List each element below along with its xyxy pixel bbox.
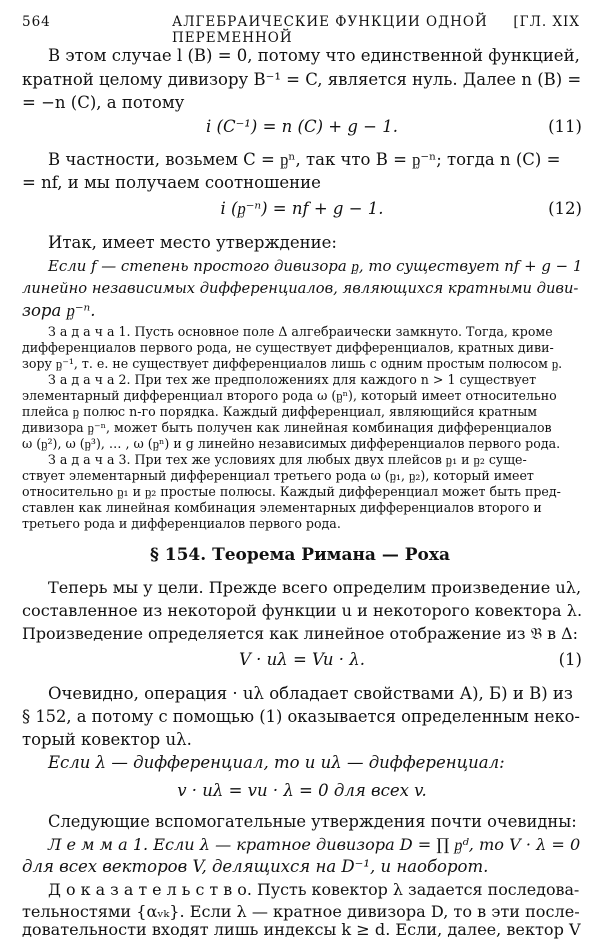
running-title: АЛГЕБРАИЧЕСКИЕ ФУНКЦИИ ОДНОЙ ПЕРЕМЕННОЙ — [172, 14, 488, 46]
chapter-label: [ГЛ. XIX — [513, 14, 580, 30]
text-line: Если λ — дифференциал, то и uλ — дифференциал: — [48, 753, 505, 772]
problem-line: дивизора ᶈ⁻ⁿ, может быть получен как линейная комбинация дифференциалов — [22, 420, 552, 435]
theorem-line: зора ᶈ⁻ⁿ. — [22, 301, 96, 320]
problem-line: относительно ᶈ₁ и ᶈ₂ простые полюсы. Каждый дифференциал может быть пред- — [22, 484, 561, 499]
text-line: Итак, имеет место утверждение: — [48, 233, 337, 252]
problem-line: З а д а ч а 1. Пусть основное поле Δ алгебраически замкнуто. Тогда, кроме — [48, 324, 553, 339]
problem-line: дифференциалов первого рода, не существует дифференциалов, кратных диви- — [22, 340, 554, 355]
text-line: составленное из некоторой функции u и некоторого ковектора λ. — [22, 601, 583, 620]
problem-line: З а д а ч а 3. При тех же условиях для любых двух плейсов ᶈ₁ и ᶈ₂ суще- — [48, 452, 527, 467]
page-number: 564 — [22, 14, 51, 30]
equation-number: (11) — [548, 117, 582, 136]
problem-line: ствует элементарный дифференциал третьего рода ω (ᶈ₁, ᶈ₂), который имеет — [22, 468, 534, 483]
lemma-line: для всех векторов V, делящихся на D⁻¹, и наоборот. — [22, 857, 489, 876]
lemma-line: Л е м м а 1. Если λ — кратное дивизора D = ∏ ᶈᵈ, то V · λ = 0 — [48, 835, 581, 854]
text-line: Произведение определяется как линейное отображение из 𝔅 в Δ: — [22, 624, 578, 643]
proof-line: довательности входят лишь индексы k ≥ d. Если, далее, вектор V — [22, 920, 581, 939]
theorem-line: линейно независимых дифференциалов, являющихся кратными диви- — [22, 280, 579, 297]
equation-number: (12) — [548, 199, 582, 218]
equation-formula: V · uλ = Vu · λ. — [239, 650, 365, 669]
section-title: § 154. Теорема Римана — Роха — [149, 545, 451, 565]
proof-line: тельностями {αᵥₖ}. Если λ — кратное дивизора D, то в эти после- — [22, 902, 580, 921]
text-line: В частности, возьмем C = ᶈⁿ, так что B = ᶈ⁻ⁿ; тогда n (C) = — [48, 150, 561, 169]
equation-formula: i (ᶈ⁻ⁿ) = nf + g − 1. — [220, 199, 384, 218]
equation-formula: i (C⁻¹) = n (C) + g − 1. — [206, 117, 398, 136]
text-line: = −n (C), а потому — [22, 93, 185, 112]
text-line: Очевидно, операция · uλ обладает свойствами А), Б) и В) из — [48, 684, 573, 703]
problem-line: З а д а ч а 2. При тех же предположениях для каждого n > 1 существует — [48, 372, 537, 387]
proof-line: Д о к а з а т е л ь с т в о. Пусть ковектор λ задается последова- — [48, 880, 580, 899]
text-line: кратной целому дивизору B⁻¹ = C, является нуль. Далее n (B) = — [22, 70, 582, 89]
problem-line: зору ᶈ⁻¹, т. е. не существует дифференциалов лишь с одним простым полюсом ᶈ. — [22, 356, 563, 371]
equation-number: (1) — [558, 650, 582, 669]
equation-formula: v · uλ = vu · λ = 0 для всех v. — [177, 781, 427, 800]
problem-line: ω (ᶈ²), ω (ᶈ³), … , ω (ᶈⁿ) и g линейно независимых дифференциалов первого рода. — [22, 436, 561, 451]
text-line: = nf, и мы получаем соотношение — [22, 173, 321, 192]
text-line: § 152, а потому с помощью (1) оказывается определенным неко- — [22, 707, 580, 726]
problem-line: третьего рода и дифференциалов первого рода. — [22, 516, 341, 531]
text-line: Следующие вспомогательные утверждения почти очевидны: — [48, 812, 577, 831]
problem-line: элементарный дифференциал второго рода ω (ᶈⁿ), который имеет относительно — [22, 388, 557, 403]
theorem-line: Если f — степень простого дивизора ᶈ, то существует nf + g − 1 — [48, 257, 583, 275]
problem-line: ставлен как линейная комбинация элементарных дифференциалов второго и — [22, 500, 542, 515]
problem-line: плейса ᶈ полюс n-го порядка. Каждый дифференциал, являющийся кратным — [22, 404, 538, 419]
text-line: Теперь мы у цели. Прежде всего определим произведение uλ, — [48, 578, 582, 597]
running-header — [22, 14, 580, 46]
text-line: В этом случае l (B) = 0, потому что единственной функцией, — [48, 46, 580, 65]
text-line: торый ковектор uλ. — [22, 730, 192, 749]
